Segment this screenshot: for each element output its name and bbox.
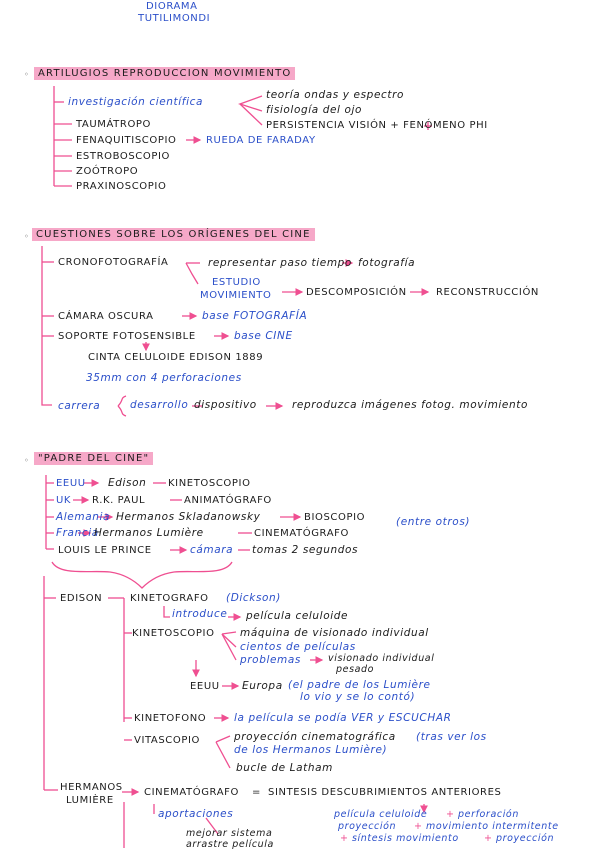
row-francia-name: Hermanos Lumière <box>94 527 204 539</box>
item-praxinoscopio: PRAXINOSCOPIO <box>76 181 167 192</box>
dispositivo: dispositivo <box>194 399 257 411</box>
sum-pelicula-celuloide: película celuloide <box>334 809 428 820</box>
row-eeuu-country: EEUU <box>56 478 86 489</box>
item-taumatropo: TAUMÁTROPO <box>76 119 152 130</box>
padre-lumiere-2: lo vio y se lo contó) <box>300 691 416 703</box>
cinematografo: CINEMATÓGRAFO <box>144 787 239 798</box>
maquina-visionado: máquina de visionado individual <box>240 627 429 639</box>
row-alemania-country: Alemania <box>56 511 111 523</box>
fotografia: fotografía <box>358 257 416 269</box>
plus-icon: + <box>484 833 493 844</box>
padre-lumiere-1: (el padre de los Lumière <box>288 679 431 691</box>
top-item-tutilimondi: TUTILIMONDI <box>138 13 211 24</box>
entre-otros: (entre otros) <box>396 516 471 528</box>
kinetofono-desc: la película se podía VER y ESCUCHAR <box>234 712 452 724</box>
proyeccion-cinematografica: proyección cinematográfica <box>234 731 396 743</box>
sum-proyeccion-2: proyección <box>496 833 555 844</box>
section-title-padre-cine: "PADRE DEL CINE" <box>34 452 153 465</box>
sum-perforacion: perforación <box>458 809 519 820</box>
bullet-icon: ◦ <box>24 70 30 79</box>
row-uk-name: R.K. PAUL <box>92 495 146 506</box>
pesado: pesado <box>336 664 375 675</box>
aportaciones: aportaciones <box>158 808 234 820</box>
item-estroboscopio: ESTROBOSCOPIO <box>76 151 171 162</box>
reconstruccion: RECONSTRUCCIÓN <box>436 287 539 298</box>
row-leprince-tomas: tomas 2 segundos <box>252 544 359 556</box>
plus-icon: + <box>340 833 349 844</box>
desarrollo: desarrollo <box>130 399 189 411</box>
problemas: problemas <box>240 654 301 666</box>
reproduzca-imagenes: reproduzca imágenes fotog. movimiento <box>292 399 528 411</box>
sub-persistencia: PERSISTENCIA VISIÓN + FENÓMENO PHI <box>266 120 488 131</box>
sum-sintesis-movimiento: síntesis movimiento <box>352 833 459 844</box>
arrastre-pelicula: arrastre película <box>186 839 274 850</box>
cinta-celuloide: CINTA CELULOIDE EDISON 1889 <box>88 352 264 363</box>
bullet-icon: ◦ <box>24 232 30 241</box>
camara-oscura: CÁMARA OSCURA <box>58 311 154 322</box>
descomposicion: DESCOMPOSICIÓN <box>306 287 407 298</box>
europa: Europa <box>242 680 283 692</box>
introduce: introduce <box>172 608 228 620</box>
row-alemania-name: Hermanos Skladanowsky <box>116 511 261 523</box>
base-cine: base CINE <box>234 330 293 342</box>
pelicula-celuloide: película celuloide <box>246 610 349 622</box>
plus-icon: + <box>446 809 455 820</box>
sum-movimiento-intermitente: movimiento intermitente <box>426 821 559 832</box>
kinetofono: KINETOFONO <box>134 713 207 724</box>
35mm-perforaciones: 35mm con 4 perforaciones <box>86 372 242 384</box>
dickson: (Dickson) <box>226 592 281 604</box>
sintesis-descubrimientos: SINTESIS DESCUBRIMIENTOS ANTERIORES <box>268 787 502 798</box>
section-title-artilugios: ARTILUGIOS REPRODUCCION MOVIMIENTO <box>34 67 295 80</box>
row-uk-device: ANIMATÓGRAFO <box>184 495 272 506</box>
row-alemania-device: BIOSCOPIO <box>304 512 366 523</box>
mejorar-sistema: mejorar sistema <box>186 828 273 839</box>
equals-sign: = <box>252 787 261 798</box>
sub-fisiologia: fisiología del ojo <box>266 104 363 116</box>
top-item-diorama: DIORAMA <box>146 1 198 12</box>
cientos-peliculas: cientos de películas <box>240 641 356 653</box>
hermanos-label: HERMANOS <box>60 782 123 793</box>
eeuu: EEUU <box>190 681 220 692</box>
base-fotografia: base FOTOGRAFÍA <box>202 310 308 322</box>
tras-ver: (tras ver los <box>416 731 487 743</box>
cronofotografia: CRONOFOTOGRAFÍA <box>58 257 169 268</box>
lumiere-label: LUMIÈRE <box>66 795 114 806</box>
sub-teoria: teoría ondas y espectro <box>266 89 405 101</box>
estudio: ESTUDIO <box>212 277 261 288</box>
kinetoscopio: KINETOSCOPIO <box>132 628 215 639</box>
edison-label: EDISON <box>60 593 103 604</box>
movimiento: MOVIMIENTO <box>200 290 272 301</box>
plus-icon: + <box>414 821 423 832</box>
item-zootropo: ZOÓTROPO <box>76 166 139 177</box>
item-fenaquitiscopio: FENAQUITISCOPIO <box>76 135 177 146</box>
row-leprince-camara: cámara <box>190 544 234 556</box>
bucle-latham: bucle de Latham <box>236 762 333 774</box>
representar-tiempo: representar paso tiempo <box>208 257 352 269</box>
rueda-faraday: RUEDA DE FARADAY <box>206 135 316 146</box>
kinetografo: KINETOGRAFO <box>130 593 209 604</box>
row-leprince-name: LOUIS LE PRINCE <box>58 545 152 556</box>
vitascopio: VITASCOPIO <box>134 735 201 746</box>
carrera: carrera <box>58 400 101 412</box>
row-francia-country: Francia <box>56 527 99 539</box>
sum-proyeccion: proyección <box>338 821 397 832</box>
soporte-fotosensible: SOPORTE FOTOSENSIBLE <box>58 331 196 342</box>
section-title-cuestiones: CUESTIONES SOBRE LOS ORÍGENES DEL CINE <box>32 228 315 241</box>
row-uk-country: UK <box>56 495 72 506</box>
visionado-individual: visionado individual <box>328 653 435 664</box>
inv-cientifica: investigación científica <box>68 96 204 108</box>
bullet-icon: ◦ <box>24 456 30 465</box>
hermanos-lumiere-note: de los Hermanos Lumière) <box>234 744 388 756</box>
row-eeuu-device: KINETOSCOPIO <box>168 478 251 489</box>
row-eeuu-name: Edison <box>108 477 147 489</box>
row-francia-device: CINEMATÓGRAFO <box>254 528 349 539</box>
